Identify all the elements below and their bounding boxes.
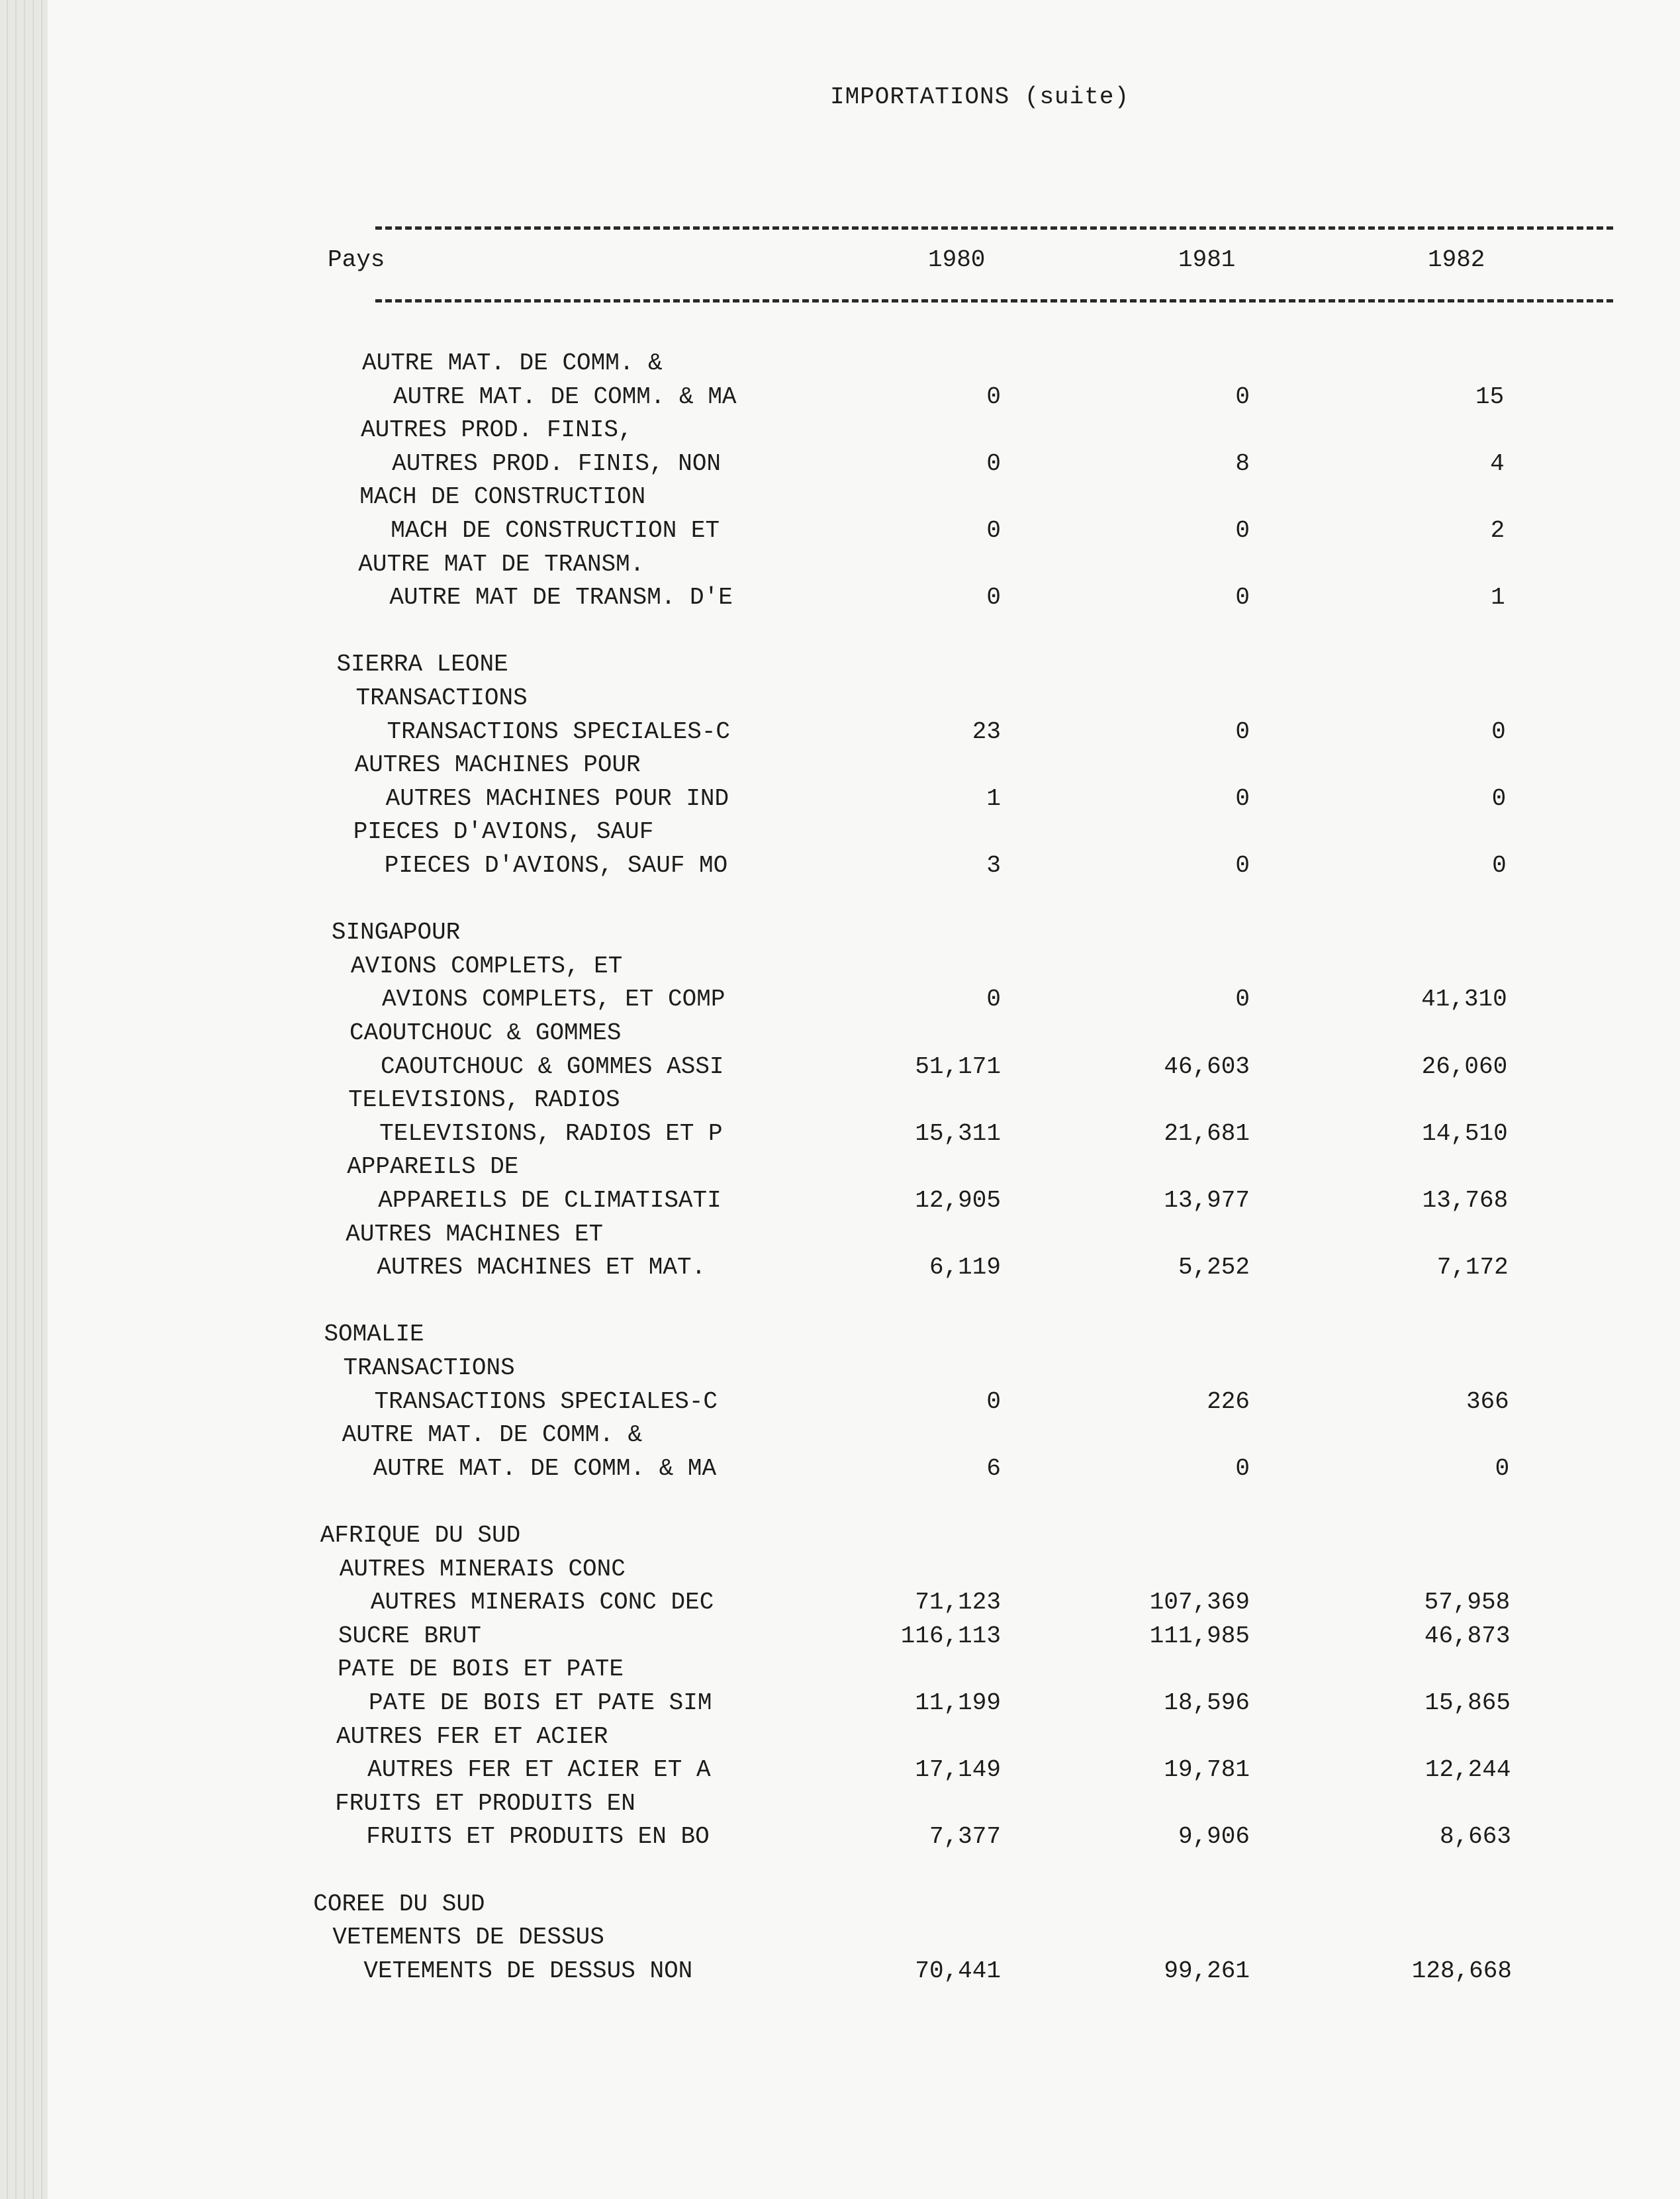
value-1980: 0 [986, 449, 1001, 477]
value-1982: 4 [1490, 449, 1505, 477]
country-row [48, 651, 1680, 684]
country-row [48, 618, 1680, 651]
product-label: APPAREILS DE CLIMATISATI [378, 1187, 722, 1214]
product-label: PATE DE BOIS ET PATE [337, 1656, 624, 1683]
document-page [48, 0, 1680, 2199]
value-1982: 8,663 [1439, 1823, 1511, 1851]
value-1980: 23 [972, 718, 1001, 745]
table-row [48, 416, 1680, 449]
value-1981: 21,681 [1164, 1119, 1250, 1147]
value-1981: 46,603 [1164, 1053, 1250, 1080]
country-row [48, 1891, 1680, 1924]
table-row [48, 551, 1680, 584]
table-row [48, 383, 1680, 416]
value-1980: 0 [986, 1387, 1001, 1415]
table-row [48, 1086, 1680, 1119]
value-1982: 0 [1491, 718, 1506, 745]
value-1981: 111,985 [1149, 1622, 1250, 1650]
country-name: SINGAPOUR [331, 919, 461, 947]
value-1981: 18,596 [1164, 1689, 1250, 1716]
column-header-1982: 1982 [1428, 246, 1485, 273]
column-header-1980: 1980 [928, 246, 986, 273]
value-1982: 13,768 [1422, 1187, 1509, 1214]
product-label: AUTRE MAT. DE COMM. & [342, 1421, 643, 1449]
product-label: PIECES D'AVIONS, SAUF MO [384, 852, 728, 879]
product-label: TELEVISIONS, RADIOS ET P [379, 1119, 723, 1147]
country-row [48, 1522, 1680, 1555]
value-1980: 7,377 [929, 1823, 1001, 1851]
value-1981: 0 [1235, 584, 1250, 612]
product-label: AVIONS COMPLETS, ET [350, 952, 623, 980]
product-label: MACH DE CONSTRUCTION [359, 483, 646, 511]
value-1980: 6,119 [929, 1254, 1001, 1282]
table-row [48, 483, 1680, 516]
product-label: TRANSACTIONS SPECIALES-C [387, 718, 731, 745]
product-label: TELEVISIONS, RADIOS [348, 1086, 620, 1114]
table-row [48, 1221, 1680, 1254]
table-row [48, 1689, 1680, 1722]
product-label: AUTRE MAT DE TRANSM. D'E [389, 584, 733, 612]
value-1982: 0 [1491, 784, 1507, 812]
value-1982: 15 [1475, 383, 1505, 410]
table-row [48, 751, 1680, 784]
value-1980: 0 [986, 986, 1001, 1013]
header-top-rule [375, 226, 1613, 230]
country-row [48, 1488, 1680, 1521]
table-row [48, 1120, 1680, 1153]
product-label: AUTRES MACHINES ET MAT. [377, 1254, 706, 1282]
table-row [48, 1556, 1680, 1589]
product-label: AUTRES PROD. FINIS, NON [392, 449, 722, 477]
country-name: AFRIQUE DU SUD [320, 1522, 521, 1549]
table-row [48, 1656, 1680, 1689]
value-1982: 366 [1466, 1387, 1509, 1415]
value-1982: 57,958 [1424, 1589, 1511, 1616]
table-row [48, 1388, 1680, 1421]
table-row [48, 1455, 1680, 1488]
value-1980: 12,905 [915, 1187, 1001, 1214]
header-bottom-rule [375, 299, 1613, 303]
country-row [48, 1321, 1680, 1354]
product-label: TRANSACTIONS [355, 684, 528, 712]
country-row [48, 886, 1680, 919]
table-row [48, 1589, 1680, 1622]
table-row [48, 450, 1680, 483]
value-1982: 14,510 [1422, 1119, 1508, 1147]
value-1980: 0 [986, 517, 1001, 544]
value-1981: 0 [1235, 986, 1250, 1013]
table-row [48, 1354, 1680, 1387]
table-row [48, 1756, 1680, 1789]
table-row [48, 1790, 1680, 1823]
table-row [48, 1254, 1680, 1287]
product-label: VETEMENTS DE DESSUS [332, 1924, 604, 1951]
product-label: FRUITS ET PRODUITS EN [335, 1789, 635, 1817]
value-1980: 15,311 [915, 1119, 1001, 1147]
country-row [48, 1287, 1680, 1321]
product-label: AUTRES MACHINES POUR [354, 751, 641, 779]
value-1982: 41,310 [1421, 986, 1507, 1013]
product-label: AUTRE MAT. DE COMM. & MA [373, 1454, 717, 1482]
value-1982: 26,060 [1421, 1053, 1508, 1080]
value-1982: 1 [1491, 584, 1505, 612]
product-label: SUCRE BRUT [338, 1622, 481, 1650]
product-label: VETEMENTS DE DESSUS NON [363, 1957, 693, 1985]
product-label: AUTRES FER ET ACIER ET A [367, 1756, 711, 1784]
product-label: TRANSACTIONS [343, 1354, 515, 1381]
page-title: IMPORTATIONS (suite) [830, 83, 1130, 111]
column-header-pays: Pays [328, 246, 385, 273]
value-1982: 0 [1495, 1454, 1510, 1482]
value-1980: 116,113 [900, 1622, 1001, 1650]
product-label: AUTRES MACHINES ET [346, 1220, 604, 1248]
value-1980: 0 [986, 584, 1001, 612]
value-1980: 11,199 [915, 1689, 1001, 1716]
value-1980: 51,171 [915, 1053, 1001, 1080]
product-label: AUTRE MAT DE TRANSM. [358, 550, 645, 578]
value-1981: 8 [1235, 449, 1250, 477]
product-label: CAOUTCHOUC & GOMMES ASSI [381, 1053, 724, 1080]
product-label: AVIONS COMPLETS, ET COMP [381, 986, 725, 1013]
value-1982: 12,244 [1424, 1756, 1511, 1784]
value-1982: 7,172 [1436, 1254, 1509, 1282]
value-1980: 3 [986, 852, 1001, 879]
value-1981: 5,252 [1178, 1254, 1250, 1282]
table-row [48, 1957, 1680, 1990]
table-row [48, 1924, 1680, 1957]
product-label: APPAREILS DE [347, 1153, 519, 1181]
value-1981: 0 [1235, 852, 1250, 879]
table-row [48, 1053, 1680, 1086]
table-row [48, 953, 1680, 986]
table-row [48, 684, 1680, 718]
table-row [48, 1723, 1680, 1756]
value-1982: 15,865 [1424, 1689, 1511, 1716]
table-row [48, 785, 1680, 818]
country-row [48, 919, 1680, 952]
table-row [48, 584, 1680, 617]
product-label: PIECES D'AVIONS, SAUF [353, 818, 654, 846]
country-name: COREE DU SUD [313, 1890, 485, 1918]
product-label: AUTRE MAT. DE COMM. & [362, 350, 663, 377]
product-label: TRANSACTIONS SPECIALES-C [374, 1387, 718, 1415]
table-row [48, 1019, 1680, 1053]
value-1981: 0 [1235, 383, 1250, 410]
value-1980: 0 [986, 383, 1001, 410]
table-row [48, 1823, 1680, 1856]
value-1982: 46,873 [1424, 1622, 1511, 1650]
product-label: AUTRES MINERAIS CONC [339, 1555, 626, 1583]
product-label: AUTRES PROD. FINIS, [361, 416, 633, 444]
product-label: AUTRES MACHINES POUR IND [385, 784, 729, 812]
value-1980: 70,441 [915, 1957, 1001, 1985]
product-label: CAOUTCHOUC & GOMMES [350, 1019, 622, 1047]
value-1981: 0 [1235, 784, 1250, 812]
value-1980: 1 [986, 784, 1001, 812]
value-1982: 128,668 [1411, 1957, 1512, 1985]
product-label: AUTRE MAT. DE COMM. & MA [393, 383, 737, 410]
value-1980: 71,123 [915, 1589, 1001, 1616]
country-name: SOMALIE [324, 1321, 424, 1348]
column-header-1981: 1981 [1178, 246, 1236, 273]
table-row [48, 1622, 1680, 1656]
value-1981: 99,261 [1164, 1957, 1250, 1985]
value-1981: 9,906 [1178, 1823, 1250, 1851]
table-row [48, 350, 1680, 383]
value-1981: 107,369 [1149, 1589, 1250, 1616]
product-label: MACH DE CONSTRUCTION ET [391, 517, 720, 544]
value-1982: 0 [1492, 852, 1507, 879]
product-label: AUTRES MINERAIS CONC DEC [370, 1589, 714, 1616]
value-1981: 0 [1235, 517, 1250, 544]
value-1980: 6 [986, 1454, 1001, 1482]
product-label: PATE DE BOIS ET PATE SIM [369, 1689, 712, 1716]
table-row [48, 517, 1680, 550]
product-label: AUTRES FER ET ACIER [336, 1722, 608, 1750]
value-1980: 17,149 [915, 1756, 1001, 1784]
table-row [48, 1153, 1680, 1186]
value-1981: 13,977 [1164, 1187, 1250, 1214]
table-row [48, 852, 1680, 885]
value-1981: 19,781 [1164, 1756, 1250, 1784]
table-row [48, 1421, 1680, 1454]
page-stack-edge [0, 0, 48, 2199]
table-row [48, 718, 1680, 751]
country-name: SIERRA LEONE [336, 651, 508, 678]
value-1982: 2 [1490, 517, 1505, 544]
table-row [48, 1187, 1680, 1220]
table-row [48, 818, 1680, 851]
product-label: FRUITS ET PRODUITS EN BO [366, 1823, 710, 1851]
value-1981: 226 [1207, 1387, 1250, 1415]
country-row [48, 1857, 1680, 1890]
value-1981: 0 [1235, 1454, 1250, 1482]
value-1981: 0 [1235, 718, 1250, 745]
table-row [48, 986, 1680, 1019]
